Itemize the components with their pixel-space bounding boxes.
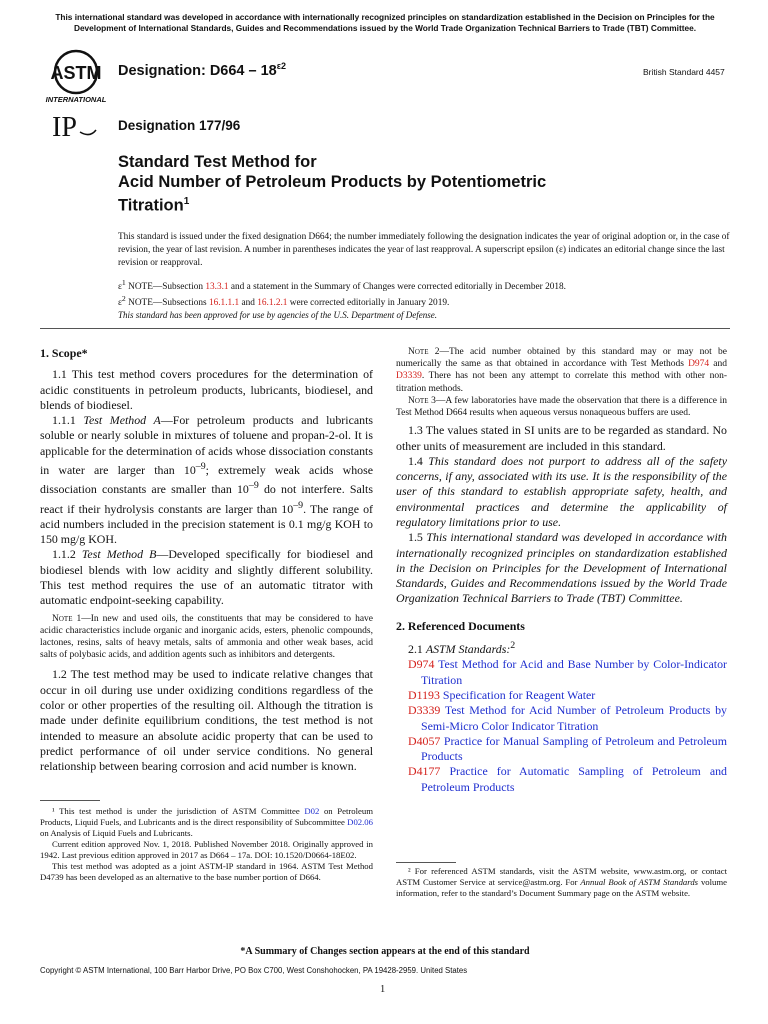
ref-title-link[interactable]: Specification for Reagent Water bbox=[442, 687, 596, 702]
ip-logo bbox=[50, 112, 98, 140]
refdocs-heading: 2. Referenced Documents bbox=[396, 618, 525, 633]
astm-logo-text: ASTM bbox=[50, 63, 102, 83]
reference-item bbox=[408, 688, 727, 703]
scope-heading: 1. Scope* bbox=[40, 346, 88, 360]
footnote-divider-left bbox=[40, 800, 100, 801]
link-16-1-1-1[interactable]: 16.1.1.1 bbox=[208, 298, 240, 309]
summary-of-changes-note: *A Summary of Changes section appears at the end of this standard bbox=[240, 946, 530, 957]
para-1-1-1: 1.1.1 Test Method A—For petroleum products and lubricants soluble or nearly soluble in mixtures of toluene and propan-2-ol. It is applicable for the determination of acids whose dissociation constants in water are larger than $10^{-9}$; extremely weak acids whose dissociation constants are smaller than $10^{-9}$ do not interfere. Salts react if their hydrolysis constants are larger than $10^{-9}$. The range of acid numbers included in the precision statement is 0.1 mg/g KOH to 150 mg/g KOH. bbox=[40, 413, 373, 547]
note-3: Note 3—A few laboratories have made the observation that there is a difference in Test Method D664 results when aqueous versus nonaqueous buffers are used. bbox=[396, 395, 727, 419]
footnote-1-jurisdiction: ¹ This test method is under the jurisdiction of ASTM Committee D02 on Petroleum Products, Liquid Fuels, and Lubricants and is the direct responsibility of Subcommittee D02.06 on Analysis of Liquid Fuels and Lubricants. bbox=[40, 806, 373, 838]
ref-title-link[interactable]: Practice for Manual Sampling of Petroleum and Petroleum Products bbox=[421, 733, 727, 764]
ref-title-link[interactable]: Practice for Automatic Sampling of Petroleum and Petroleum Products bbox=[421, 764, 727, 794]
ref-code-link[interactable]: D1193 bbox=[408, 687, 440, 702]
para-1-1: 1.1 This test method covers procedures for the determination of acidic constituents in petroleum products, lubricants, biodiesel, and blends of biodiesel. bbox=[40, 367, 373, 412]
link-16-1-2-1[interactable]: 16.1.2.1 bbox=[257, 298, 288, 309]
para-1-4: 1.4 This standard does not purport to address all of the safety concerns, if any, associated with its use. It is the responsibility of the user of this standard to establish appropriate safety, health, and environmental practices and determine the applicability of regulatory limitations prior to use. bbox=[396, 453, 727, 529]
epsilon-notes bbox=[118, 277, 730, 309]
left-column bbox=[40, 346, 373, 775]
title-line-3: Titration$^1$ bbox=[118, 196, 190, 215]
right-column bbox=[396, 346, 727, 795]
reference-item bbox=[408, 764, 727, 795]
para-1-3: 1.3 The values stated in SI units are to be regarded as standard. No other units of measurement are included in this standard. bbox=[396, 423, 727, 453]
top-notice: This international standard was developed in accordance with internationally recognized principles on standardization established in the Decision on Principles for the Development of International Standards, Guides and Recommendations issued by the World Trade Organization Technical Barriers to Trade (TBT) Committee. bbox=[55, 12, 715, 33]
astm-logo-subtext: INTERNATIONAL bbox=[45, 95, 107, 104]
ref-title-link[interactable]: Test Method for Acid Number of Petroleum Products by Semi-Micro Color Indicator Titration bbox=[421, 703, 727, 733]
page-number: 1 bbox=[380, 984, 386, 995]
astm-logo bbox=[42, 48, 110, 104]
epsilon-note-2: $\varepsilon^2$ NOTE—Subsections 16.1.1.1 and 16.1.2.1 were corrected editorially in January 2019. bbox=[118, 294, 450, 309]
link-committee-d02[interactable]: D02 bbox=[304, 806, 320, 816]
header-divider bbox=[40, 328, 730, 329]
ref-code-link[interactable]: D974 bbox=[408, 657, 435, 672]
copyright: Copyright © ASTM International, 100 Barr Harbor Drive, PO Box C700, West Conshohocken, PA 19428-2959. United States bbox=[40, 966, 468, 975]
ref-code-link[interactable]: D3339 bbox=[408, 703, 441, 718]
footnote-1-adoption: This test method was adopted as a joint ASTM-IP standard in 1964. ASTM Test Method D4739 has been developed as an alternative to the base number portion of D664. bbox=[40, 861, 373, 882]
footnote-1-edition: Current edition approved Nov. 1, 2018. Published November 2018. Originally approved in 1942. Last previous edition approved in 2017 as D664 – 17a. DOI: 10.1520/D0664-18E02. bbox=[40, 839, 373, 860]
ip-logo-text: IP bbox=[52, 112, 77, 140]
ref-code-link[interactable]: D4057 bbox=[408, 733, 441, 748]
note-2: Note 2—The acid number obtained by this standard may or may not be numerically the same as that obtained in accordance with Test Methods D974 and D3339. There has not been any attempt to correlate this method with other non-titration methods. bbox=[396, 347, 727, 394]
designation-ip: Designation 177/96 bbox=[118, 118, 241, 133]
reference-item bbox=[408, 657, 727, 688]
link-d974-note[interactable]: D974 bbox=[688, 359, 710, 370]
footnote-divider-right bbox=[396, 862, 456, 863]
para-1-5: 1.5 This international standard was developed in accordance with internationally recognized principles on standardization established in the Decision on Principles for the Development of International Standards, Guides and Recommendations issued by the World Trade Organization Technical Barriers to Trade (TBT) Committee. bbox=[396, 530, 727, 606]
reference-list bbox=[396, 657, 727, 795]
link-13-3-1[interactable]: 13.3.1 bbox=[205, 282, 229, 293]
footnote-1 bbox=[40, 806, 373, 883]
title-line-2: Acid Number of Petroleum Products by Potentiometric bbox=[118, 173, 547, 191]
epsilon-note-1: $\varepsilon^1$ NOTE—Subsection 13.3.1 and a statement in the Summary of Changes were corrected editorially in December 2018. bbox=[118, 278, 566, 293]
para-2-1: 2.1 ASTM Standards:$^2$ bbox=[408, 640, 516, 657]
ref-code-link[interactable]: D4177 bbox=[408, 764, 441, 779]
designation-text: Designation: D664 – 18 bbox=[118, 62, 277, 79]
designation bbox=[118, 61, 286, 79]
link-subcommittee-d02-06[interactable]: D02.06 bbox=[347, 817, 373, 827]
note-1: Note 1—In new and used oils, the constituents that may be considered to have acidic characteristics include organic and inorganic acids, esters, phenolic compounds, lactones, resins, salts of heavy metals, salts of ammonia and other weak bases, acid salts of polybasic acids, and addition agents such as inhibitors and detergents. bbox=[40, 613, 373, 661]
ref-title-link[interactable]: Test Method for Acid and Base Number by Color-Indicator Titration bbox=[421, 657, 727, 687]
british-standard: British Standard 4457 bbox=[643, 67, 725, 77]
reference-item bbox=[408, 734, 727, 765]
reference-item bbox=[408, 703, 727, 734]
title-line-1: Standard Test Method for bbox=[118, 153, 317, 171]
document-title bbox=[118, 152, 678, 216]
footnote-2: ² For referenced ASTM standards, visit the ASTM website, www.astm.org, or contact ASTM Customer Service at service@astm.org. For Annual Book of ASTM Standards volume information, refer to the standard’s Document Summary page on the ASTM website. bbox=[396, 866, 727, 898]
designation-epsilon: ε2 bbox=[276, 61, 287, 71]
issued-statement: This standard is issued under the fixed designation D664; the number immediately following the designation indicates the year of original adoption or, in the case of revision, the year of last revision. A number in parentheses indicates the year of last reapproval. A superscript epsilon (ε) indicates an editorial change since the last revision or reapproval. bbox=[118, 232, 730, 268]
para-1-1-2: 1.1.2 Test Method B—Developed specifically for biodiesel and biodiesel blends with low acidity and slightly different solubility. This test method requires the use of an automatic titrator with automatic endpoint-seeking capability. bbox=[40, 547, 373, 608]
dod-approval: This standard has been approved for use by agencies of the U.S. Department of Defense. bbox=[118, 310, 438, 320]
title-footnote-ref: 1 bbox=[183, 196, 190, 207]
link-d3339-note[interactable]: D3339 bbox=[396, 371, 422, 382]
para-1-2: 1.2 The test method may be used to indicate relative changes that occur in oil during use under oxidizing conditions regardless of the color or other properties of the resulting oil. Although the titration is made under definite equilibrium conditions, the test method is not intended to measure an absolute acidic property that can be used to predict performance of oil under service conditions. No general relationship between bearing corrosion and acid number is known. bbox=[40, 667, 373, 774]
